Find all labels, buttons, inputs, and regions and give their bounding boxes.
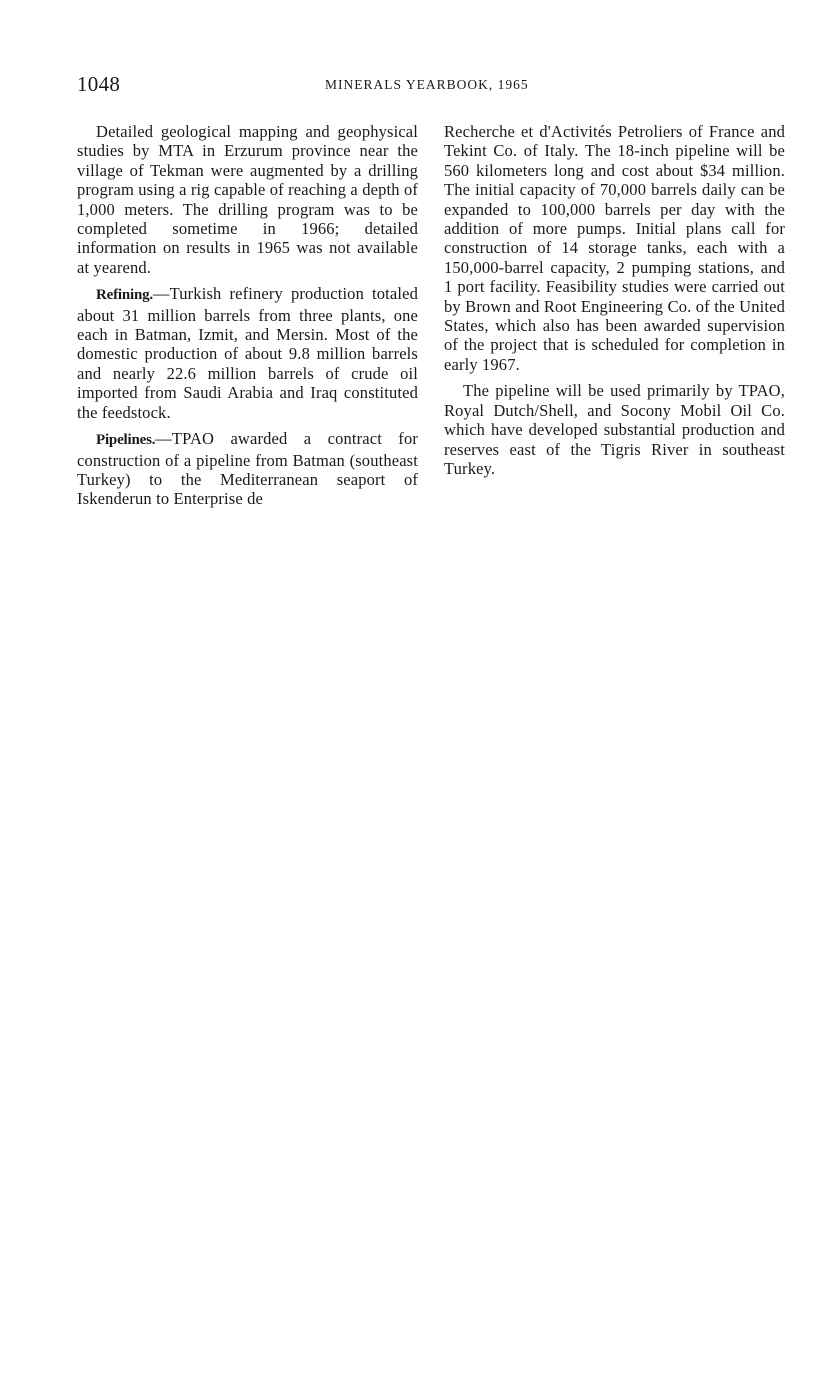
page-number: 1048 — [77, 72, 121, 96]
paragraph-pipelines — [77, 429, 418, 509]
paragraph-pipeline-continued: Recherche et d'Activités Petroliers of France and Tekint Co. of Italy. The 18-inch pipeline will be 560 kilometers long and cost about $34 million. The initial capacity of 70,000 barrels daily can be expanded to 100,000 barrels per day with the addition of more pumps. Initial plans call for construction of 14 storage tanks, each with a 150,000-barrel capacity, 2 pumping stations, and 1 port facility. Feasibility studies were carried out by Brown and Root Engineering Co. of the United States, which also has been awarded supervision of the project that is scheduled for completion in early 1967. — [444, 122, 785, 374]
refining-text: —Turkish refinery production totaled about 31 million barrels from three plants, one each in Batman, Izmit, and Mersin. Most of the domestic production of about 9.8 million barrels and nearly 22.6 million barrels of crude oil imported from Saudi Arabia and Iraq constituted the feedstock. — [77, 284, 418, 422]
refining-heading: Refining. — [96, 287, 153, 304]
right-column — [444, 122, 785, 485]
paragraph-geological-mapping: Detailed geological mapping and geophysical studies by MTA in Erzurum province near the village of Tekman were augmented by a drilling program using a rig capable of reaching a depth of 1,000 meters. The drilling program was to be completed sometime in 1966; detailed information on results in 1965 was not available at yearend. — [77, 122, 418, 277]
paragraph-refining — [77, 284, 418, 422]
pipelines-heading: Pipelines. — [96, 432, 156, 449]
paragraph-pipeline-users: The pipeline will be used primarily by TPAO, Royal Dutch/Shell, and Socony Mobil Oil Co. which have developed substantial production and reserves east of the Tigris River in southeast Turkey. — [444, 381, 785, 478]
running-title: MINERALS YEARBOOK, 1965 — [325, 77, 529, 92]
pipelines-text: —TPAO awarded a contract for construction of a pipeline from Batman (southeast Turkey) to the Mediterranean seaport of Iskenderun to Enterprise de — [77, 429, 418, 509]
left-column — [77, 122, 418, 516]
